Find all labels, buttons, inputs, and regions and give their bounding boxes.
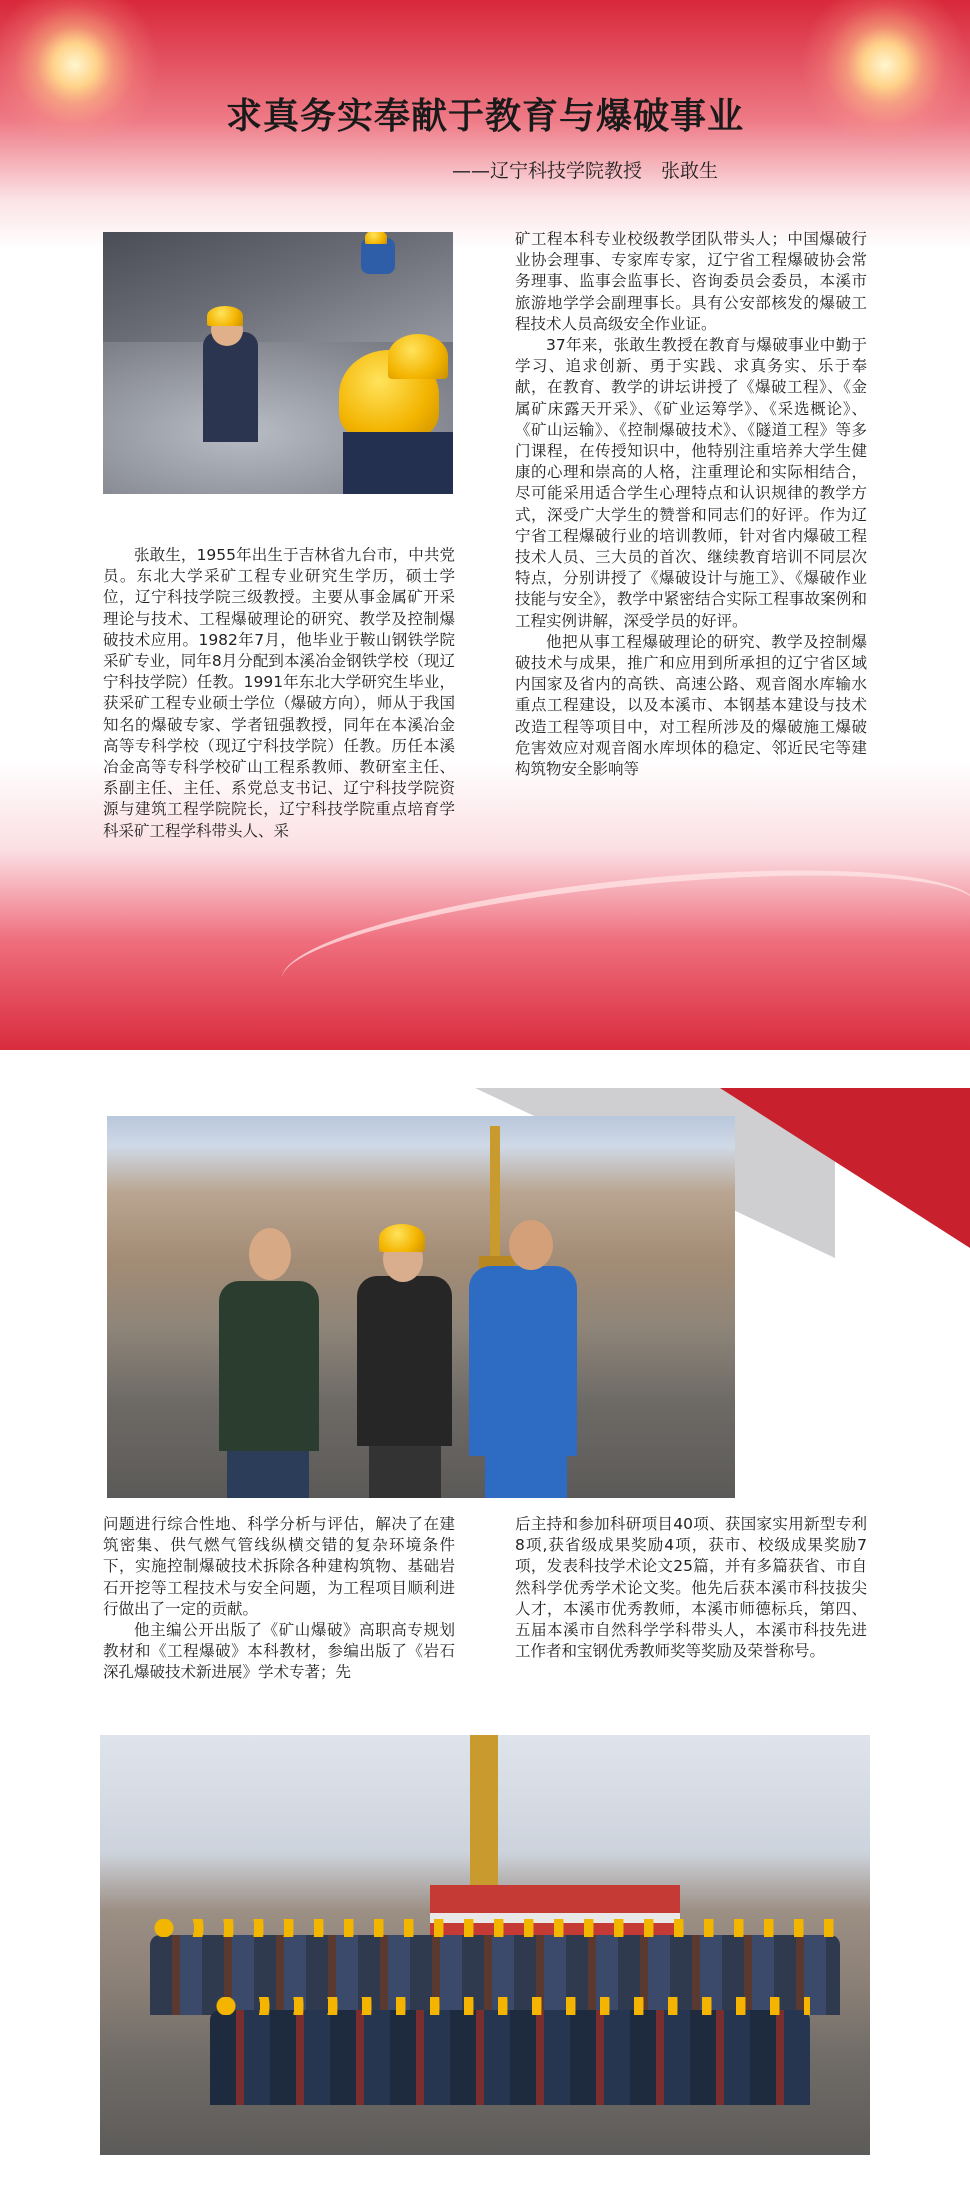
text-column-right-2 — [515, 1514, 867, 1662]
text-column-left-1 — [103, 545, 455, 842]
text-column-left-2 — [103, 1514, 455, 1684]
teaching-paragraph: 37年来，张敢生教授在教育与爆破事业中勤于学习、追求创新、勇于实践、求真务实、乐于奉献，在教育、教学的讲坛讲授了《爆破工程》、《金属矿床露天开采》、《矿业运筹学》、《采选概论》、《矿山运输》、《控制爆破技术》、《隧道工程》等多门课程，在传授知识中，他特别注重培养大学生健康的心理和崇高的人格，注重理论和实际相结合，尽可能采用适合学生心理特点和认识规律的教学方式，深受广大学生的赞誉和同志们的好评。作为辽宁省工程爆破行业的培训教师，针对省内爆破工程技术人员、三大员的首次、继续教育培训不同层次特点，分别讲授了《爆破设计与施工》、《爆破作业技能与安全》，教学中紧密结合实际工程事故案例和工程实例讲解，深受学员的好评。 — [515, 336, 867, 630]
contribution-paragraph: 问题进行综合性地、科学分析与评估，解决了在建筑密集、供气燃气管线纵横交错的复杂环境条件下，实施控制爆破技术拆除各种建构筑物、基础岩石开挖等工程技术与安全问题，为工程项目顺利进行做出了一定的贡献。 — [103, 1515, 455, 1618]
roles-paragraph: 矿工程本科专业校级教学团队带头人；中国爆破行业协会理事、专家库专家，辽宁省工程爆破协会常务理事、监事会监事长、咨询委员会委员，本溪市旅游地学学会副理事长。具有公安部核发的爆破工程技术人员高级安全作业证。 — [515, 230, 867, 333]
awards-paragraph: 后主持和参加科研项目40项、获国家实用新型专利8项,获省级成果奖励4项，获市、校级成果奖励7项，发表科技学术论文25篇，并有多篇获省、市自然科学优秀学术论文奖。他先后获本溪市科技拔尖人才，本溪市优秀教师，本溪市师德标兵，第四、五届本溪市自然科学学科带头人，本溪市科技先进工作者和宝钢优秀教师奖等奖励及荣誉称号。 — [515, 1515, 867, 1661]
page-title: 求真务实奉献于教育与爆破事业 — [225, 95, 744, 137]
photo-quarry-inspection — [103, 232, 453, 494]
biography-paragraph: 张敢生，1955年出生于吉林省九台市，中共党员。东北大学采矿工程专业研究生学历，硕士学位，辽宁科技学院三级教授。主要从事金属矿开采理论与技术、工程爆破理论的研究、教学及控制爆破技术应用。1982年7月，他毕业于鞍山钢铁学院采矿专业，同年8月分配到本溪冶金钢铁学校（现辽宁科技学院）任教。1991年东北大学研究生毕业，获采矿工程专业硕士学位（爆破方向），师从于我国知名的爆破专家、学者钮强教授，同年在本溪冶金高等专科学校（现辽宁科技学院）任教。历任本溪冶金高等专科学校矿山工程系教师、教研室主任、系副主任、主任、系党总支书记、辽宁科技学院资源与建筑工程学院院长，辽宁科技学院重点培育学科采矿工程学科带头人、采 — [103, 546, 455, 840]
text-column-right-1 — [515, 229, 867, 780]
publications-paragraph: 他主编公开出版了《矿山爆破》高职高专规划教材和《工程爆破》本科教材，参编出版了《岩石深孔爆破技术新进展》学术专著；先 — [103, 1621, 455, 1682]
photo-group-at-drill-rig — [100, 1735, 870, 2155]
page-subtitle: ——辽宁科技学院教授 张敢生 — [451, 160, 718, 182]
photo-three-men-at-mine — [107, 1116, 735, 1498]
research-paragraph: 他把从事工程爆破理论的研究、教学及控制爆破技术与成果，推广和应用到所承担的辽宁省区域内国家及省内的高铁、高速公路、观音阁水库输水重点工程建设，以及本溪市、本钢基本建设与技术改造工程等项目中，对工程所涉及的爆破施工爆破危害效应对观音阁水库坝体的稳定、邻近民宅等建构筑物安全影响等 — [515, 632, 867, 779]
